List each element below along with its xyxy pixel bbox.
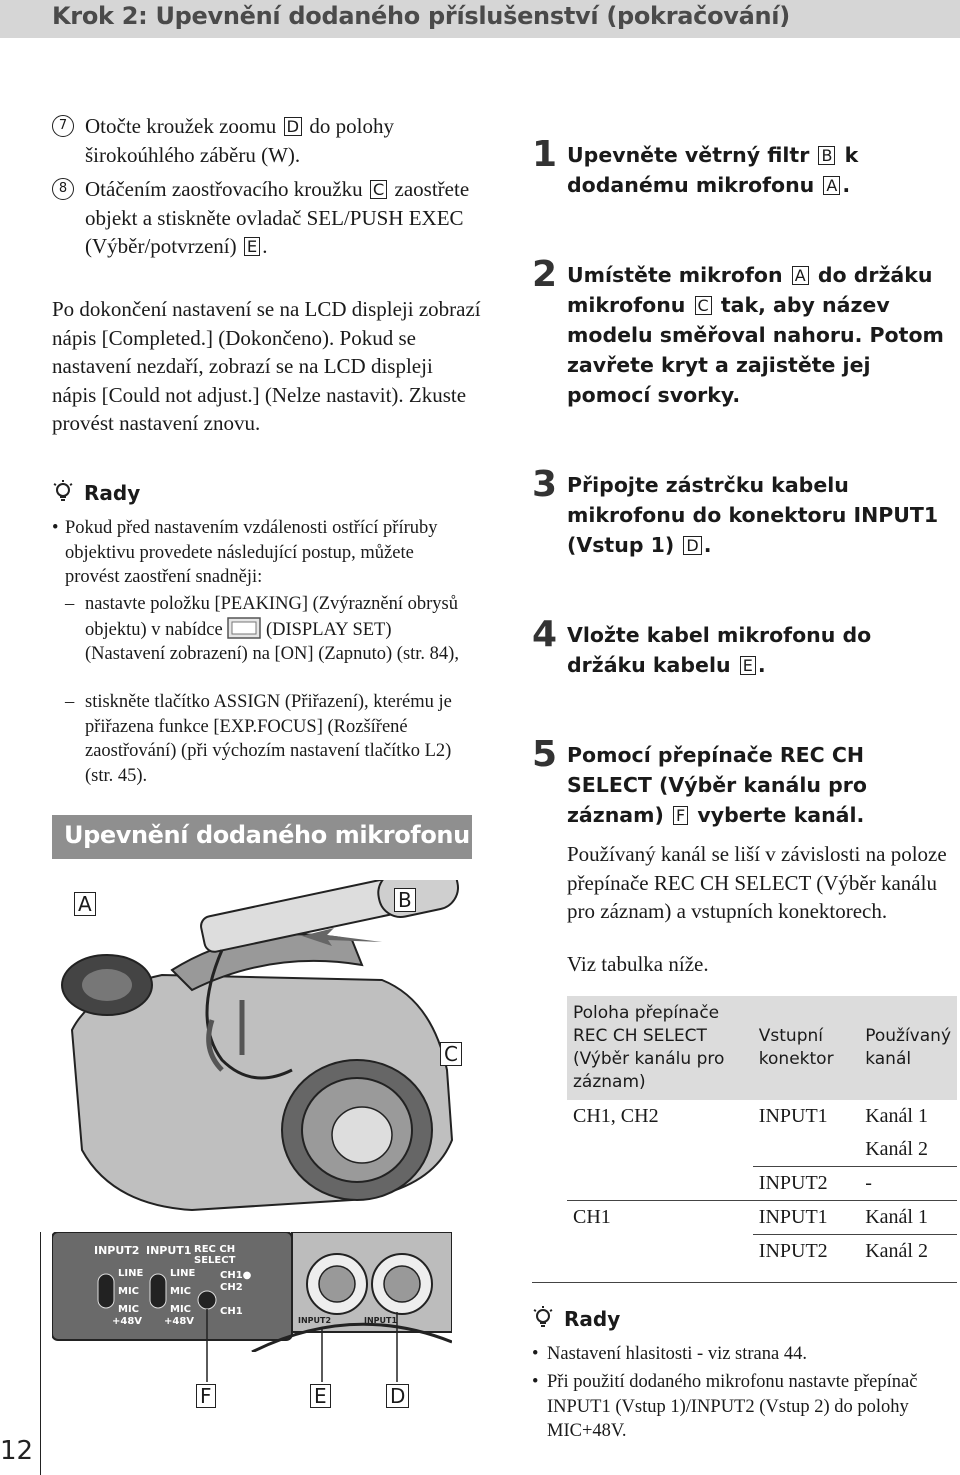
tip-dash-1 (65, 592, 465, 667)
bullet-mark: • (52, 518, 59, 538)
step-text: tak, aby název modelu směřoval nahoru. Potom zavřete kryt a zajistěte jej pomocí svorky. (567, 293, 944, 407)
table-cell: INPUT2 (758, 1240, 828, 1262)
right-step-3 (532, 464, 952, 560)
table-header: Poloha přepínače REC CH SELECT (Výběr kanálu pro záznam) (567, 996, 753, 1100)
panel-label-48v: +48V (164, 1316, 195, 1327)
panel-label-select: SELECT (194, 1255, 236, 1266)
panel-label-ch1: CH1 (220, 1306, 243, 1317)
table-row (567, 1133, 957, 1167)
table-header-row (567, 996, 957, 1100)
label-box: F (673, 806, 688, 825)
step-text: Vložte kabel mikrofonu do držáku kabelu (567, 623, 872, 677)
page-edge-rule (40, 1232, 41, 1475)
table-row (567, 1100, 957, 1133)
callout-a: A (74, 892, 96, 916)
right-step-2 (532, 254, 952, 410)
step-text: Otočte kroužek zoomu (85, 114, 277, 138)
dash-text: stiskněte tlačítko ASSIGN (Přiřazení), kterému je přiřazena funkce [EXP.FOCUS] (Rozšířené zaostřování) (při výchozím nastavení tlačítko L2) (str. 45). (85, 692, 452, 786)
panel-label-line: LINE (118, 1268, 144, 1279)
step-number: 7 (52, 115, 74, 137)
table-cell: - (859, 1167, 957, 1201)
step-number: 8 (52, 178, 74, 200)
label-box: E (740, 656, 756, 675)
tips-title: Rady (564, 1307, 621, 1331)
step-text: k dodanému mikrofonu (567, 143, 859, 197)
table-cell (567, 1235, 753, 1269)
bullet-mark: • (532, 1344, 539, 1364)
camcorder-drawing (52, 880, 472, 1220)
section-title: Upevnění dodaného mikrofonu (64, 821, 470, 849)
label-box: B (818, 146, 835, 165)
step-text: . (703, 533, 712, 557)
table-cell: CH1, CH2 (573, 1105, 659, 1127)
table-cell: Kanál 2 (859, 1133, 957, 1167)
see-table-text: Viz tabulka níže. (567, 952, 709, 976)
table-row (567, 1235, 957, 1269)
callout-d: D (386, 1384, 409, 1408)
section-bar (52, 815, 472, 859)
step-text: . (757, 653, 766, 677)
panel-label-mic: MIC (170, 1286, 192, 1297)
dash-text: (DISPLAY SET) (Nastavení zobrazení) na [ON] (Zapnuto) (str. 84), (85, 619, 459, 664)
table-cell (753, 1133, 859, 1167)
dash-mark: – (65, 692, 75, 712)
display-menu-icon (227, 617, 261, 639)
panel-label-ch2: CH2 (220, 1282, 243, 1293)
step-number: 3 (532, 464, 558, 505)
table-cell (567, 1167, 753, 1201)
callout-c: C (440, 1042, 462, 1066)
tips-divider (532, 1282, 957, 1283)
channel-table (567, 996, 957, 1268)
table-cell: INPUT2 (753, 1167, 859, 1201)
table-cell: INPUT1 (758, 1105, 828, 1127)
page-title: Krok 2: Upevnění dodaného příslušenství (pokračování) (52, 2, 790, 30)
step-number: 1 (532, 134, 558, 175)
panel-label-input2: INPUT2 (94, 1244, 140, 1257)
tips-heading (52, 480, 140, 505)
step-text: do držáku mikrofonu (567, 263, 933, 317)
callout-leaders (52, 1232, 452, 1402)
tip-bullet (52, 516, 472, 590)
channel-paragraph: Používaný kanál se liší v závislosti na poloze přepínače REC CH SELECT (Výběr kanálu pro záznam) a vstupních konektorech. (567, 842, 947, 923)
table-header: Používaný kanál (859, 996, 957, 1100)
label-box: A (792, 266, 809, 285)
step-text: Pomocí přepínače REC CH SELECT (Výběr kanálu pro záznam) (567, 743, 867, 827)
tips-title: Rady (84, 481, 141, 505)
label-box: D (683, 536, 701, 555)
tip-text: Při použití dodaného mikrofonu nastavte přepínač INPUT1 (Vstup 1)/INPUT2 (Vstup 2) do polohy MIC+48V. (547, 1372, 918, 1441)
tip-bullet (532, 1342, 952, 1367)
right-step-4 (532, 614, 952, 680)
step-text: Připojte zástrčku kabelu mikrofonu do konektoru INPUT1 (Vstup 1) (567, 473, 939, 557)
label-box: C (695, 296, 712, 315)
dash-mark: – (65, 594, 75, 614)
table-header: Vstupní konektor (753, 996, 859, 1100)
panel-label-input1: INPUT1 (146, 1244, 192, 1257)
panel-label-mic: MIC (118, 1286, 140, 1297)
tip-dash-2 (65, 690, 465, 788)
lightbulb-icon (52, 480, 74, 504)
panel-label-48v: +48V (112, 1316, 143, 1327)
result-paragraph: Po dokončení nastavení se na LCD displeji zobrazí nápis [Completed.] (Dokončeno). Pokud se nastavení nezdaří, zobrazí se na LCD displeji nápis [Could not adjust.] (Nelze nastavit). Zkuste provést nastavení znovu. (52, 297, 481, 435)
table-row (567, 1201, 957, 1235)
tips-heading (532, 1306, 620, 1331)
step-text: do polohy širokoúhlého záběru (W). (85, 114, 394, 167)
step-text: vyberte kanál. (697, 803, 865, 827)
step-text: . (842, 173, 851, 197)
panel-label-rec-ch: REC CH (194, 1244, 236, 1255)
camcorder-illustration (52, 880, 472, 1225)
panel-label-mic48: MIC (170, 1304, 192, 1315)
table-cell: Kanál 2 (865, 1240, 928, 1262)
jack-label-input2: INPUT2 (298, 1316, 332, 1325)
table-cell: Kanál 1 (865, 1105, 928, 1127)
step-number: 5 (532, 734, 558, 775)
page-number: 12 (0, 1436, 34, 1466)
table-cell: Kanál 1 (859, 1201, 957, 1235)
label-box: E (244, 237, 260, 256)
tip-text: Pokud před nastavením vzdálenosti ostřící příruby objektivu provedete následující postup, můžete provést zaostření snadněji: (65, 518, 438, 587)
input-panel-illustration (52, 1232, 452, 1408)
step-number: 2 (532, 254, 558, 295)
step-text: Upevněte větrný filtr (567, 143, 810, 167)
step-text: . (262, 234, 268, 258)
panel-label-mic48: MIC (118, 1304, 140, 1315)
label-box: A (823, 176, 840, 195)
jack-label-input1: INPUT1 (364, 1316, 398, 1325)
bullet-mark: • (532, 1372, 539, 1392)
step-7 (52, 112, 482, 169)
table-row (567, 1167, 957, 1201)
header-bar (0, 0, 960, 38)
table-cell (567, 1133, 753, 1167)
label-box: D (284, 117, 303, 136)
table-cell: CH1 (573, 1206, 611, 1228)
callout-e: E (310, 1384, 331, 1408)
tip-bullet (532, 1370, 952, 1444)
step-8 (52, 175, 482, 261)
panel-label-ch1-dot: CH1● (220, 1270, 252, 1281)
step-text: zaostřete objekt a stiskněte ovladač SEL/PUSH EXEC (Výběr/potvrzení) (85, 177, 470, 258)
step-text: Umístěte mikrofon (567, 263, 783, 287)
callout-f: F (196, 1384, 216, 1408)
panel-label-line: LINE (170, 1268, 196, 1279)
step-number: 4 (532, 614, 558, 655)
right-step-1 (532, 134, 952, 200)
tip-text: Nastavení hlasitosti - viz strana 44. (547, 1344, 807, 1364)
table-cell: INPUT1 (753, 1201, 859, 1235)
lightbulb-icon (532, 1306, 554, 1330)
callout-b: B (394, 888, 416, 912)
right-step-5 (532, 734, 952, 830)
dash-text: nastavte položku [PEAKING] (Zvýraznění obrysů objektu) v nabídce (85, 594, 458, 640)
label-box: C (370, 180, 387, 199)
step-text: Otáčením zaostřovacího kroužku (85, 177, 363, 201)
